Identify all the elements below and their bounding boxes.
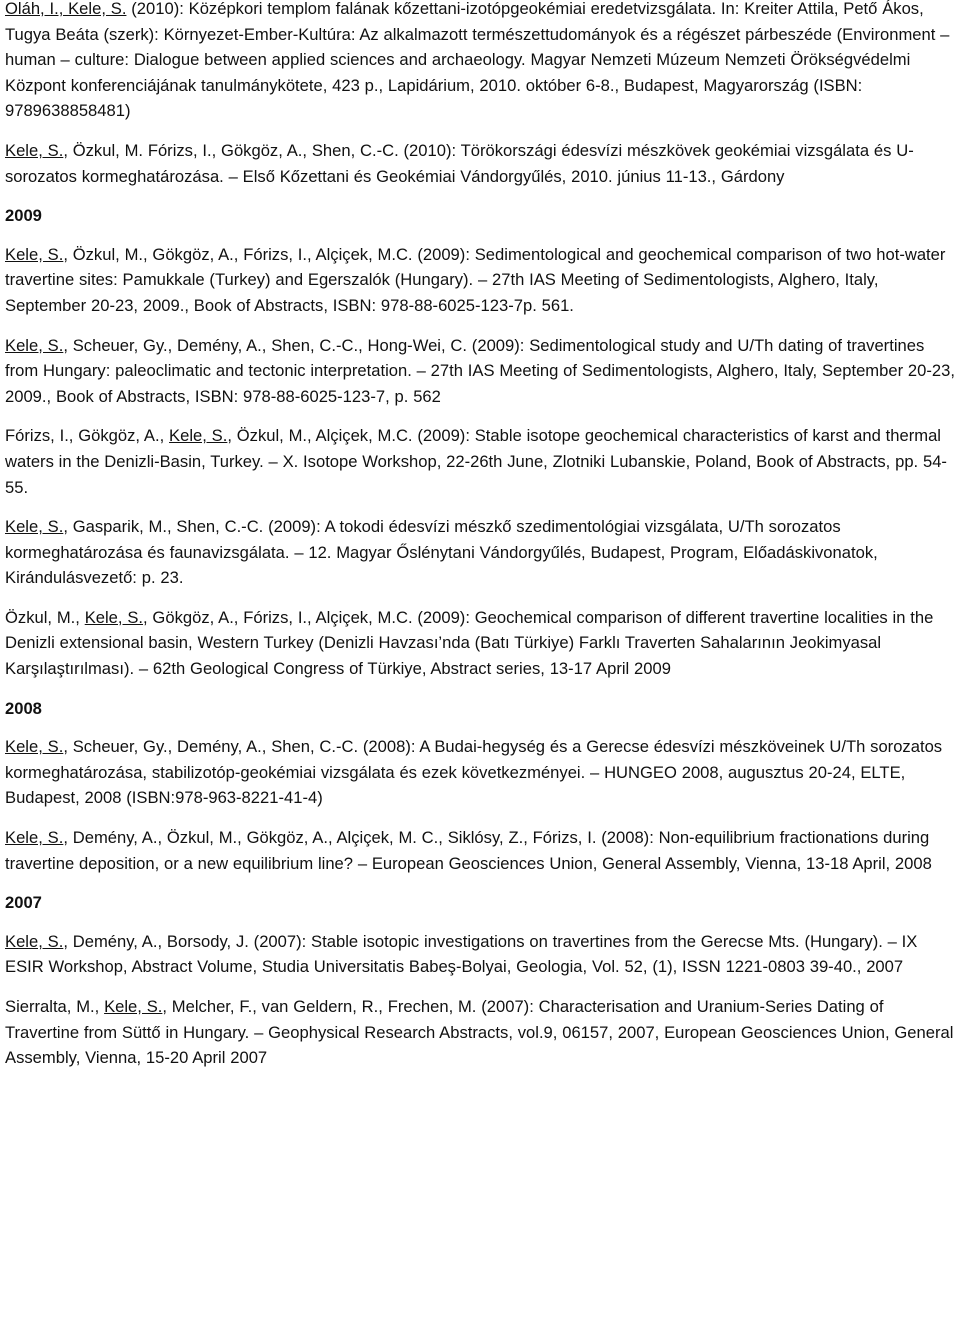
reference-text: , Melcher, F., van Geldern, R., Frechen, M. (2007): Characterisation and Uranium-Series Dating of Travertine from Süttő in Hungary. – Geophysical Research Abstracts, vol.9, 06157, 2007, European Geosciences Union, General Assembly, Vienna, 15-20 April 2007 bbox=[5, 997, 954, 1068]
reference-entry bbox=[5, 242, 955, 319]
underlined-author: Kele, S. bbox=[5, 244, 64, 264]
underlined-author: Kele, S. bbox=[104, 997, 163, 1016]
reference-entry bbox=[5, 825, 955, 876]
reference-entry bbox=[5, 994, 955, 1071]
reference-entry bbox=[5, 423, 955, 500]
underlined-author: Kele, S. bbox=[5, 335, 64, 355]
reference-text: , Özkul, M., Gökgöz, A., Fórizs, I., Alçiçek, M.C. (2009): Sedimentological and geochemical comparison of two hot-water travertine sites: Pamukkale (Turkey) and Egerszalók (Hungary). – 27th IAS Meeting of Sedimentologists, Alghero, Italy, September 20-23, 2009., Book of Abstracts, ISBN: 978-88-6025-123-7p. 561. bbox=[5, 244, 946, 315]
underlined-author: Kele, S. bbox=[5, 140, 64, 160]
underlined-author: Oláh, I., Kele, S. bbox=[5, 0, 127, 18]
underlined-author: Kele, S. bbox=[84, 607, 144, 627]
reference-entry bbox=[5, 734, 955, 811]
reference-text: , Gökgöz, A., Fórizs, I., Alçiçek, M.C. (2009): Geochemical comparison of different travertine localities in the Denizli extensional basin, Western Turkey (Denizli Havzası’nda (Batı Türkiye) Farklı Traverten Sahalarının Jeokimyasal Karşılaştırılması). – 62th Geological Congress of Türkiye, Abstract series, 13-17 April 2009 bbox=[5, 607, 934, 679]
reference-text: , Demény, A., Borsody, J. (2007): Stable isotopic investigations on travertines from the Gerecse Mts. (Hungary). – IX ESIR Workshop, Abstract Volume, Studia Universitatis Babeş-Bolyai, Geologia, Vol. 52, (1), ISSN 1221-0803 39-40., 2007 bbox=[5, 931, 918, 977]
year-heading-2007: 2007 bbox=[5, 893, 42, 913]
underlined-author: Kele, S. bbox=[169, 426, 228, 446]
underlined-author: Kele, S. bbox=[5, 737, 64, 757]
reference-entry bbox=[5, 333, 955, 410]
reference-entry bbox=[5, 0, 955, 124]
reference-text: (2010): Középkori templom falának kőzettani-izotópgeokémiai eredetvizsgálata. In: Kreiter Attila, Pető Ákos, Tugya Beáta (szerk): Környezet-Ember-Kultúra: Az alkalmazott természettudományok és a régészet párbeszéde (Environment – human – culture: Dialogue between applied sciences and archaeology. Magyar Nemzeti Múzeum Nemzeti Örökségvédelmi Központ konferenciájának tanulmánykötete, 423 p., Lapidárium, 2010. október 6-8., Budapest, Magyarország (ISBN: 9789638858481) bbox=[5, 0, 950, 121]
year-heading-2008: 2008 bbox=[5, 698, 42, 718]
reference-entry bbox=[5, 138, 955, 189]
year-heading-2009: 2009 bbox=[5, 206, 42, 226]
underlined-author: Kele, S. bbox=[5, 517, 64, 537]
reference-entry bbox=[5, 605, 955, 682]
reference-text: , Scheuer, Gy., Demény, A., Shen, C.-C. (2008): A Budai-hegység és a Gerecse édesvízi mészköveinek U/Th sorozatos kormeghatározása, stabilizotóp-geokémiai vizsgálata és ezek következményei. – HUNGEO 2008, augusztus 20-24, ELTE, Budapest, 2008 (ISBN:978-963-8221-41-4) bbox=[5, 737, 943, 808]
reference-text: , Scheuer, Gy., Demény, A., Shen, C.-C., Hong-Wei, C. (2009): Sedimentological study and U/Th dating of travertines from Hungary: paleoclimatic and tectonic interpretation. – 27th IAS Meeting of Sedimentologists, Alghero, Italy, September 20-23, 2009., Book of Abstracts, ISBN: 978-88-6025-123-7, p. 562 bbox=[5, 335, 955, 406]
reference-entry bbox=[5, 514, 955, 591]
reference-text: , Özkul, M., Alçiçek, M.C. (2009): Stable isotope geochemical characteristics of karst and thermal waters in the Denizli-Basin, Turkey. – X. Isotope Workshop, 22-26th June, Zlotniki Lubanskie, Poland, Book of Abstracts, pp. 54-55. bbox=[5, 426, 947, 497]
reference-text: , Demény, A., Özkul, M., Gökgöz, A., Alçiçek, M. C., Siklósy, Z., Fórizs, I. (2008): Non-equilibrium fractionations during travertine deposition, or a new equilibrium line? – European Geosciences Union, General Assembly, Vienna, 13-18 April, 2008 bbox=[5, 828, 932, 873]
underlined-author: Kele, S. bbox=[5, 828, 64, 848]
reference-text: , Gasparik, M., Shen, C.-C. (2009): A tokodi édesvízi mészkő szedimentológiai vizsgálata, U/Th sorozatos kormeghatározása és faunavizsgálata. – 12. Magyar Őslénytani Vándorgyűlés, Budapest, Program, Előadáskivonatok, Kirándulásvezető: p. 23. bbox=[5, 517, 878, 588]
underlined-author: Kele, S. bbox=[5, 931, 64, 951]
reference-authors-pre: Sierralta, M., bbox=[5, 997, 105, 1016]
reference-text: , Özkul, M. Fórizs, I., Gökgöz, A., Shen, C.-C. (2010): Törökországi édesvízi mészkövek geokémiai vizsgálata és U-sorozatos kormeghatározása. – Első Kőzettani és Geokémiai Vándorgyűlés, 2010. június 11-13., Gárdony bbox=[5, 140, 914, 186]
reference-authors-pre: Fórizs, I., Gökgöz, A., bbox=[5, 426, 170, 446]
reference-authors-pre: Özkul, M., bbox=[5, 607, 85, 627]
reference-entry bbox=[5, 929, 955, 980]
